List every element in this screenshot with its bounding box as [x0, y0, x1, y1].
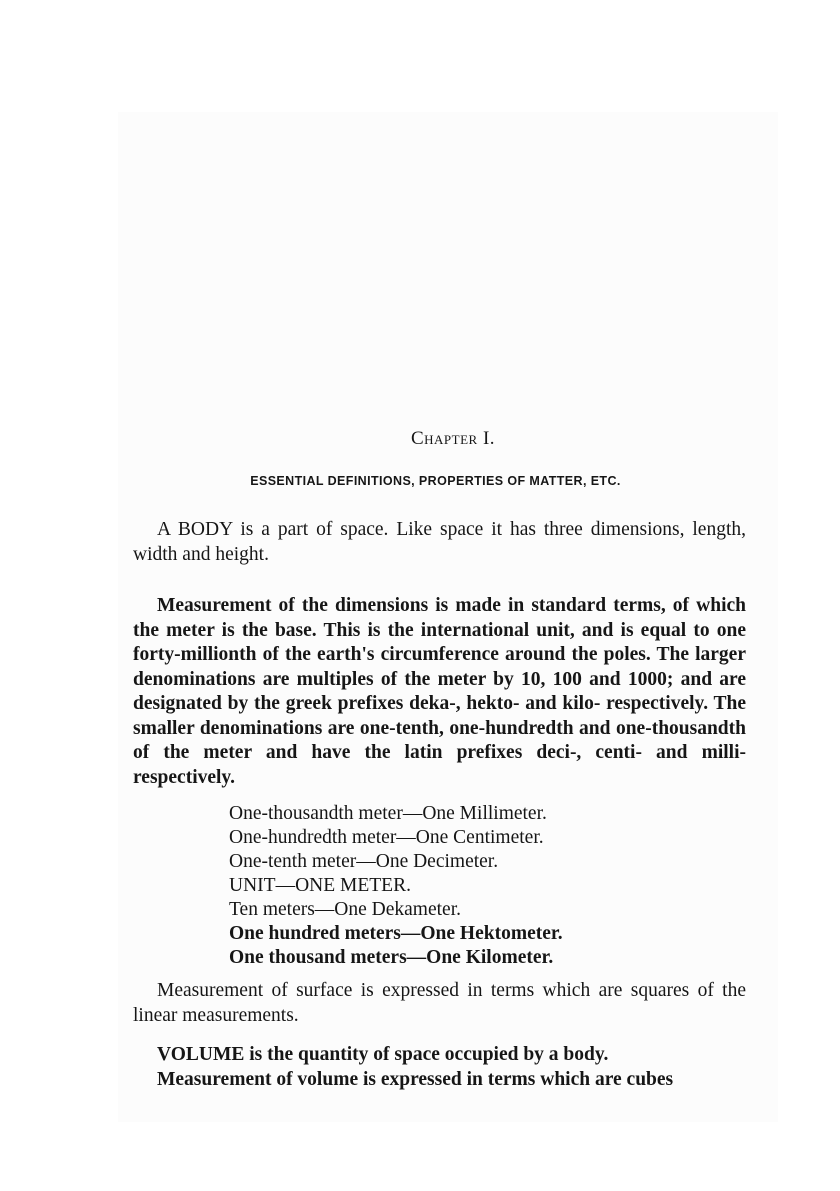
paragraph-body-definition: A BODY is a part of space. Like space it has three dimensions, length, width and height. [133, 519, 746, 565]
paragraph-surface: Measurement of surface is expressed in terms which are squares of the linear measurements. [133, 980, 746, 1026]
paragraph-measurement: Measurement of the dimensions is made in standard terms, of which the meter is the base. This is the international unit, and is equal to one forty-millionth of the earth's circumference around the poles. The larger denominations are multiples of the meter by 10, 100 and 1000; and are designated by the greek prefixes deka-, hekto- and kilo- respectively. The smaller denominations are one-tenth, one-hundredth and one-thousandth of the meter and have the latin prefixes deci-, centi- and milli- respectively. [133, 595, 746, 788]
unit-line: One thousand meters—One Kilometer. [229, 947, 554, 968]
unit-line: UNIT—ONE METER. [229, 875, 411, 896]
unit-line: One-tenth meter—One Decimeter. [229, 851, 499, 872]
chapter-subtitle: ESSENTIAL DEFINITIONS, PROPERTIES OF MATTER, ETC. [250, 474, 621, 488]
metric-units-list [229, 802, 563, 970]
unit-line: One-hundredth meter—One Centimeter. [229, 827, 544, 848]
chapter-heading: Chapter I. [410, 428, 496, 449]
unit-line: One-thousandth meter—One Millimeter. [229, 803, 547, 824]
paragraph-volume-measurement: Measurement of volume is expressed in terms which are cubes [157, 1069, 674, 1090]
unit-line: Ten meters—One Dekameter. [229, 899, 462, 920]
paragraph-volume-definition: VOLUME is the quantity of space occupied by a body. [157, 1044, 609, 1065]
unit-line: One hundred meters—One Hektometer. [229, 923, 563, 944]
